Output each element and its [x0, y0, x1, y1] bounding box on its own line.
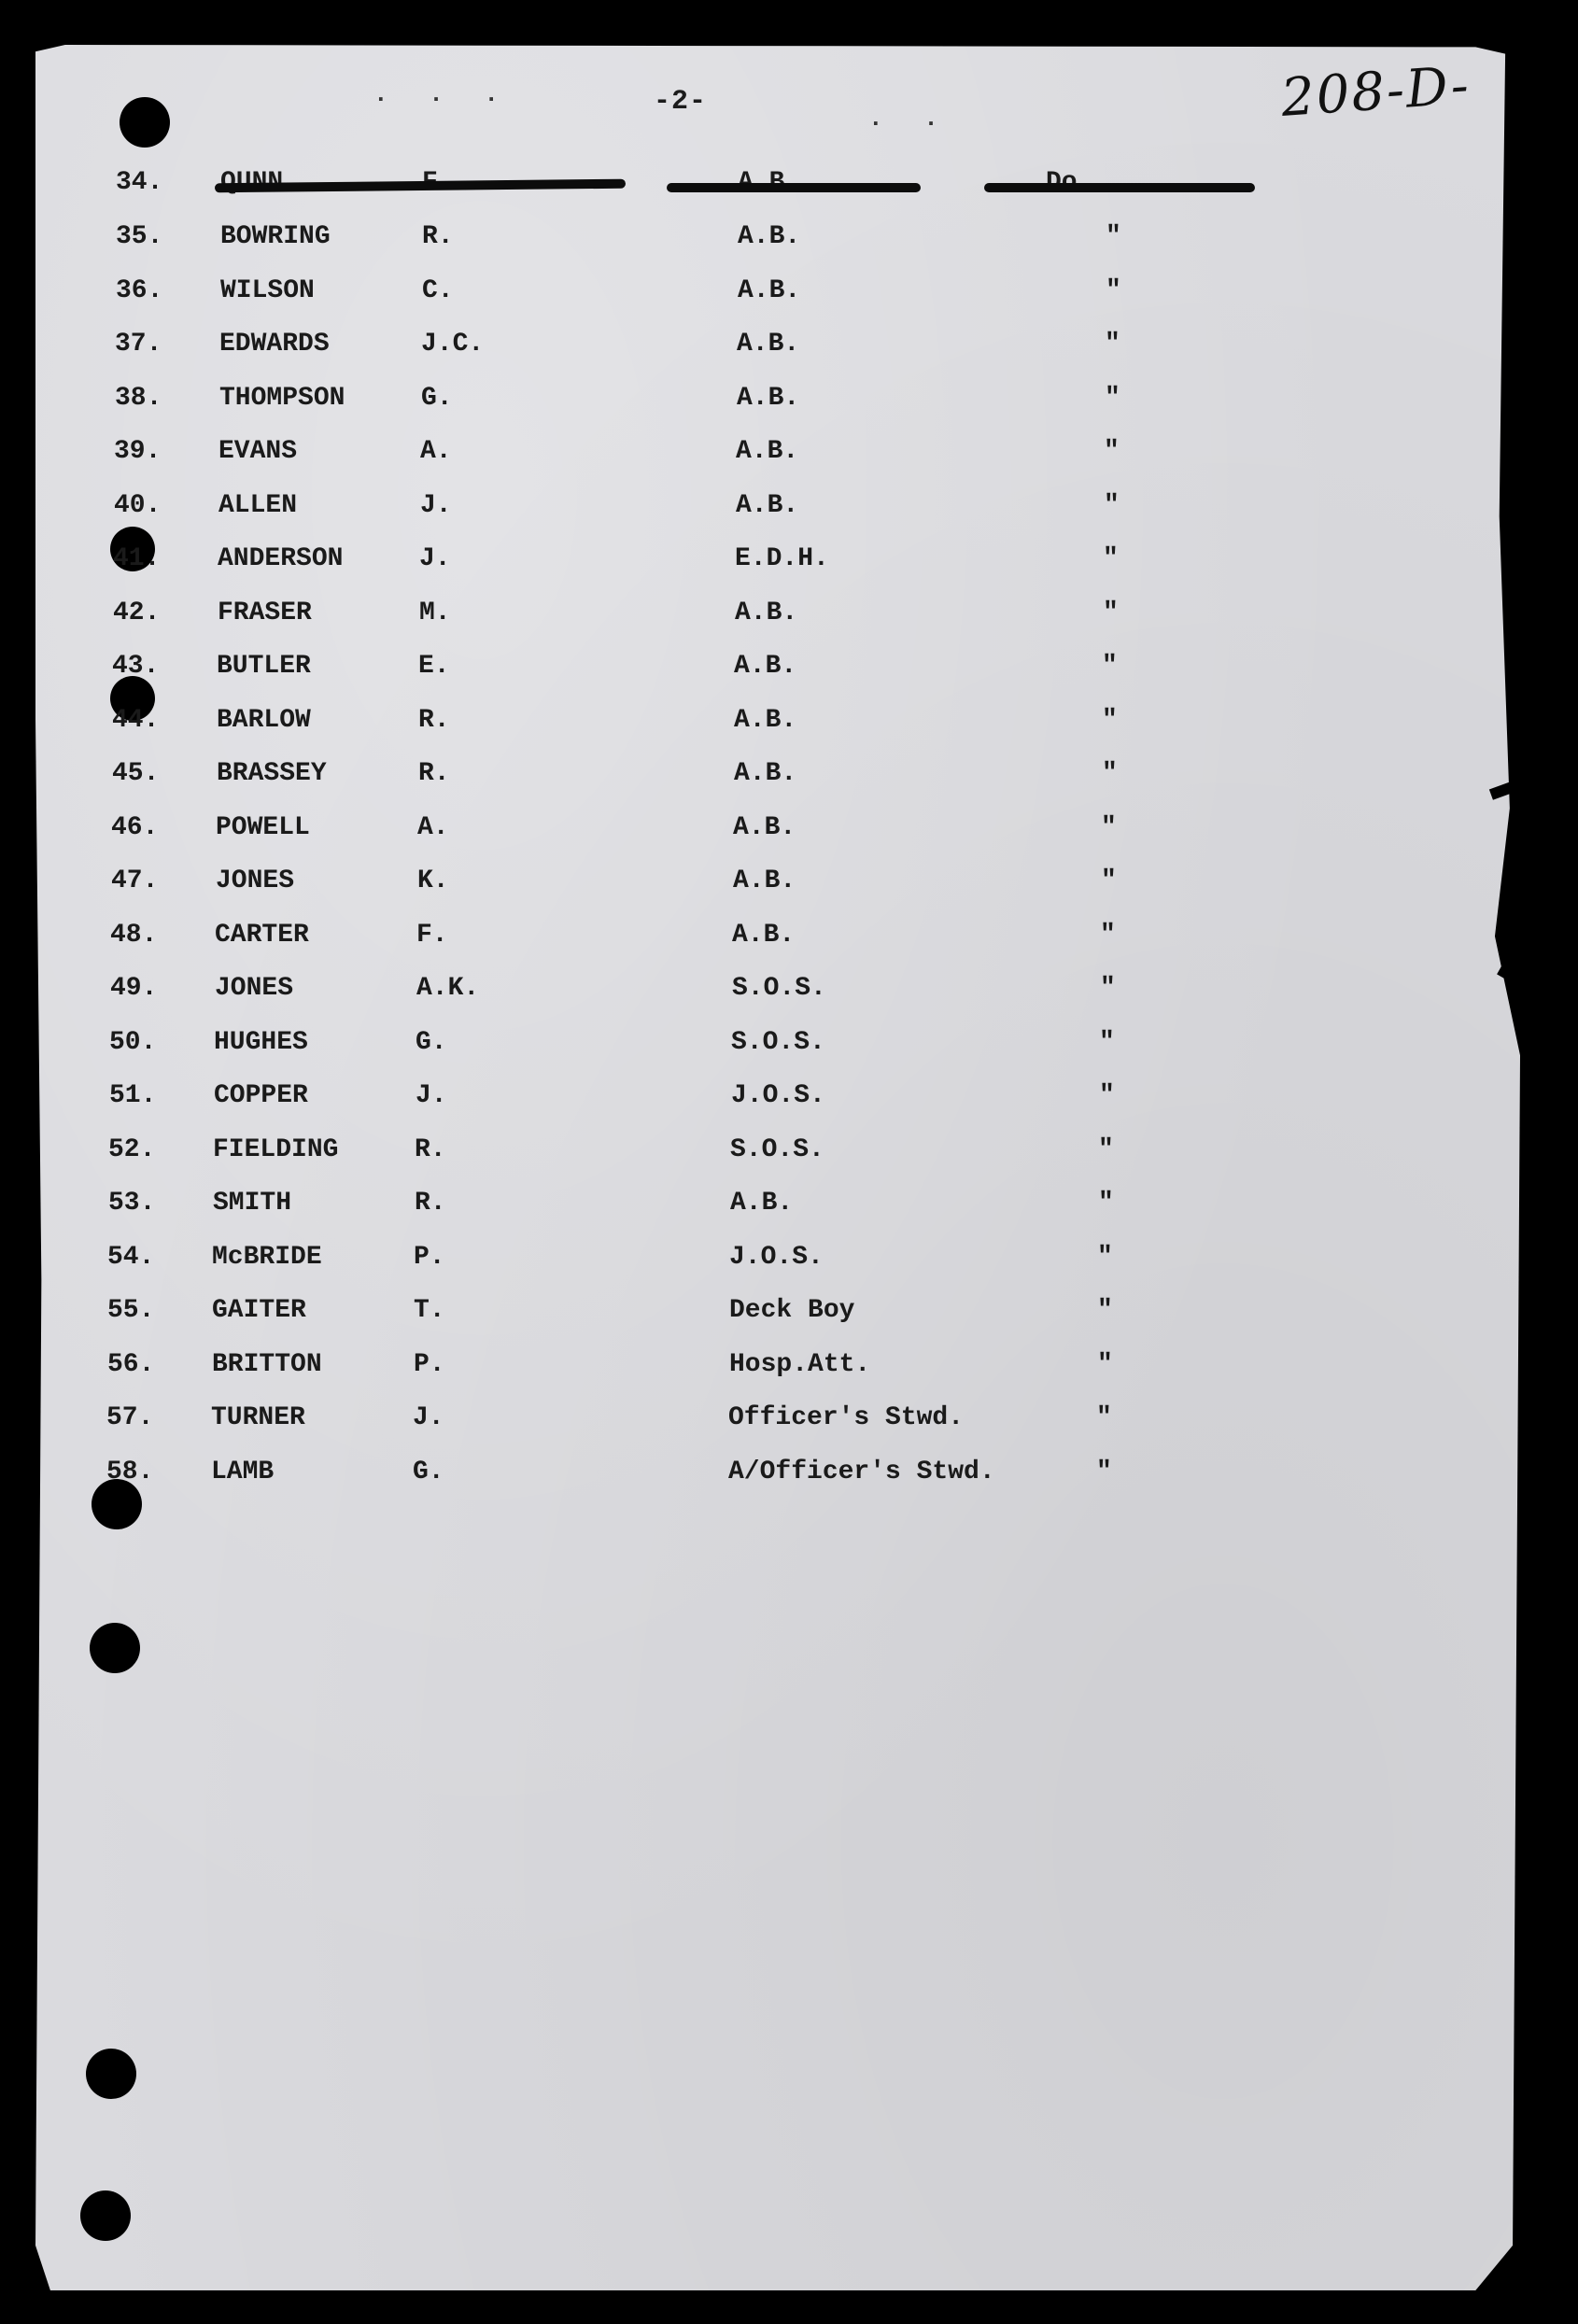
row-ditto: ": [1102, 652, 1118, 681]
crew-row: [107, 1243, 1275, 1284]
row-ditto: ": [1102, 706, 1118, 735]
row-rating: A.B.: [734, 706, 797, 735]
row-initials: R.: [415, 1135, 446, 1164]
row-rating: A.B.: [734, 759, 797, 788]
row-number: 41.: [113, 544, 161, 573]
row-initials: G.: [421, 384, 453, 413]
row-ditto: ": [1102, 759, 1118, 788]
row-number: 39.: [114, 437, 162, 466]
crew-row: [109, 1028, 1276, 1069]
crew-row: [114, 437, 1281, 478]
row-ditto: ": [1106, 222, 1121, 251]
row-number: 46.: [111, 813, 159, 842]
row-ditto: ": [1100, 974, 1116, 1003]
row-initials: J.C.: [421, 330, 485, 359]
row-rating: S.O.S.: [731, 1028, 825, 1057]
row-rating: A.B.: [735, 599, 798, 627]
row-initials: G.: [413, 1458, 444, 1486]
row-rating: J.O.S.: [729, 1243, 824, 1272]
row-surname: CARTER: [215, 921, 309, 950]
row-number: 55.: [107, 1296, 155, 1325]
row-ditto: ": [1097, 1350, 1113, 1379]
row-surname: POWELL: [216, 813, 310, 842]
row-number: 44.: [112, 706, 160, 735]
punch-hole: [90, 1623, 140, 1673]
crew-row: [110, 921, 1277, 962]
row-ditto: ": [1097, 1243, 1113, 1272]
typewriter-dots: . .: [868, 105, 951, 133]
row-rating: Officer's Stwd.: [728, 1403, 965, 1432]
row-surname: McBRIDE: [212, 1243, 322, 1272]
crew-row-struck: [116, 168, 1283, 209]
row-rating: A.B.: [736, 437, 799, 466]
crew-row: [110, 974, 1277, 1015]
row-ditto: ": [1100, 921, 1116, 950]
row-number: 36.: [116, 276, 163, 305]
row-rating: A.B.: [733, 866, 796, 895]
row-surname: LAMB: [211, 1458, 275, 1486]
row-initials: K.: [417, 866, 449, 895]
row-number: 51.: [109, 1081, 157, 1110]
row-number: 43.: [112, 652, 160, 681]
row-surname: JONES: [216, 866, 295, 895]
row-number: 37.: [115, 330, 162, 359]
crew-row: [116, 276, 1283, 317]
row-ditto: ": [1103, 544, 1119, 573]
crew-row: [113, 544, 1280, 585]
row-rating: A.B.: [734, 652, 797, 681]
punch-hole: [80, 2190, 131, 2241]
row-initials: R.: [422, 222, 454, 251]
row-rating: S.O.S.: [730, 1135, 824, 1164]
row-number: 42.: [113, 599, 161, 627]
crew-row: [111, 813, 1278, 854]
punch-hole: [86, 2049, 136, 2099]
row-surname: WILSON: [220, 276, 315, 305]
crew-row: [107, 1296, 1275, 1337]
crew-row: [112, 759, 1279, 800]
row-surname: ALLEN: [218, 491, 298, 520]
row-number: 48.: [110, 921, 158, 950]
row-initials: J.: [420, 491, 452, 520]
row-surname: SMITH: [213, 1189, 292, 1218]
crew-row: [115, 384, 1282, 425]
strike-through-line: [667, 183, 921, 192]
row-number: 53.: [108, 1189, 156, 1218]
row-initials: R.: [418, 706, 450, 735]
row-rating: A.B.: [733, 813, 796, 842]
row-initials: P.: [414, 1350, 445, 1379]
row-number: 54.: [107, 1243, 155, 1272]
crew-row: [112, 652, 1279, 693]
row-rating: A.B.: [730, 1189, 794, 1218]
row-initials: R.: [415, 1189, 446, 1218]
row-surname: BUTLER: [217, 652, 311, 681]
row-ditto: ": [1103, 599, 1119, 627]
crew-row: [109, 1081, 1276, 1122]
row-initials: J.: [416, 1081, 447, 1110]
crew-row: [111, 866, 1278, 908]
row-surname: EDWARDS: [219, 330, 330, 359]
row-number: 58.: [106, 1458, 154, 1486]
row-initials: J.: [413, 1403, 444, 1432]
row-surname: TURNER: [211, 1403, 305, 1432]
row-number: 50.: [109, 1028, 157, 1057]
row-rating: A.B.: [732, 921, 796, 950]
row-ditto: ": [1097, 1296, 1113, 1325]
row-number: 38.: [115, 384, 162, 413]
row-ditto: ": [1096, 1458, 1112, 1486]
row-initials: G.: [416, 1028, 447, 1057]
row-rating: A.B.: [738, 276, 801, 305]
row-number: 52.: [108, 1135, 156, 1164]
row-rating: A.B.: [738, 222, 801, 251]
row-initials: M.: [419, 599, 451, 627]
row-surname: BRITTON: [212, 1350, 322, 1379]
row-initials: A.K.: [416, 974, 480, 1003]
row-ditto: ": [1101, 813, 1117, 842]
row-ditto: ": [1101, 866, 1117, 895]
crew-row: [106, 1458, 1274, 1499]
crew-row: [115, 330, 1282, 371]
row-ditto: ": [1099, 1081, 1115, 1110]
crew-row: [106, 1403, 1274, 1444]
row-number: 56.: [107, 1350, 155, 1379]
row-rating: A.B.: [736, 491, 799, 520]
row-rating: A.B.: [737, 330, 800, 359]
row-rating: Hosp.Att.: [729, 1350, 871, 1379]
crew-row: [113, 599, 1280, 640]
strike-through-line: [984, 183, 1255, 192]
row-surname: BOWRING: [220, 222, 331, 251]
row-surname: THOMPSON: [219, 384, 345, 413]
row-surname: EVANS: [218, 437, 298, 466]
row-number: 40.: [114, 491, 162, 520]
row-ditto: ": [1104, 437, 1120, 466]
row-number: 45.: [112, 759, 160, 788]
row-ditto: ": [1098, 1135, 1114, 1164]
row-surname: BARLOW: [217, 706, 311, 735]
row-number: 47.: [111, 866, 159, 895]
row-number: 57.: [106, 1403, 154, 1432]
row-initials: F.: [416, 921, 448, 950]
row-initials: C.: [422, 276, 454, 305]
row-initials: P.: [414, 1243, 445, 1272]
crew-row: [108, 1189, 1275, 1230]
row-initials: E.: [418, 652, 450, 681]
row-surname: GAITER: [212, 1296, 306, 1325]
row-ditto: ": [1098, 1189, 1114, 1218]
row-surname: BRASSEY: [217, 759, 327, 788]
punch-hole: [120, 97, 170, 148]
row-surname: FIELDING: [213, 1135, 339, 1164]
row-surname: JONES: [215, 974, 294, 1003]
crew-row: [108, 1135, 1275, 1176]
row-initials: A.: [420, 437, 452, 466]
row-surname: HUGHES: [214, 1028, 308, 1057]
row-initials: J.: [419, 544, 451, 573]
row-ditto: ": [1099, 1028, 1115, 1057]
reference-number: 208-D-: [1278, 55, 1472, 129]
crew-row: [112, 706, 1279, 747]
row-rating: A/Officer's Stwd.: [728, 1458, 995, 1486]
row-surname: FRASER: [218, 599, 312, 627]
row-rating: A.B.: [737, 384, 800, 413]
page-number: -2-: [654, 86, 708, 118]
typewriter-dots: . . .: [373, 80, 513, 108]
row-initials: R.: [418, 759, 450, 788]
row-number: 49.: [110, 974, 158, 1003]
row-ditto: ": [1105, 384, 1120, 413]
row-initials: T.: [414, 1296, 445, 1325]
row-rating: Deck Boy: [729, 1296, 855, 1325]
crew-row: [116, 222, 1283, 263]
crew-row: [114, 491, 1281, 532]
row-surname: ANDERSON: [218, 544, 344, 573]
row-number: 34.: [116, 168, 163, 197]
row-ditto: ": [1104, 491, 1120, 520]
row-initials: A.: [417, 813, 449, 842]
row-rating: J.O.S.: [731, 1081, 825, 1110]
row-ditto: ": [1105, 330, 1120, 359]
row-ditto: ": [1096, 1403, 1112, 1432]
row-number: 35.: [116, 222, 163, 251]
crew-row: [107, 1350, 1275, 1391]
row-rating: E.D.H.: [735, 544, 829, 573]
row-rating: S.O.S.: [732, 974, 826, 1003]
row-ditto: ": [1106, 276, 1121, 305]
row-surname: COPPER: [214, 1081, 308, 1110]
